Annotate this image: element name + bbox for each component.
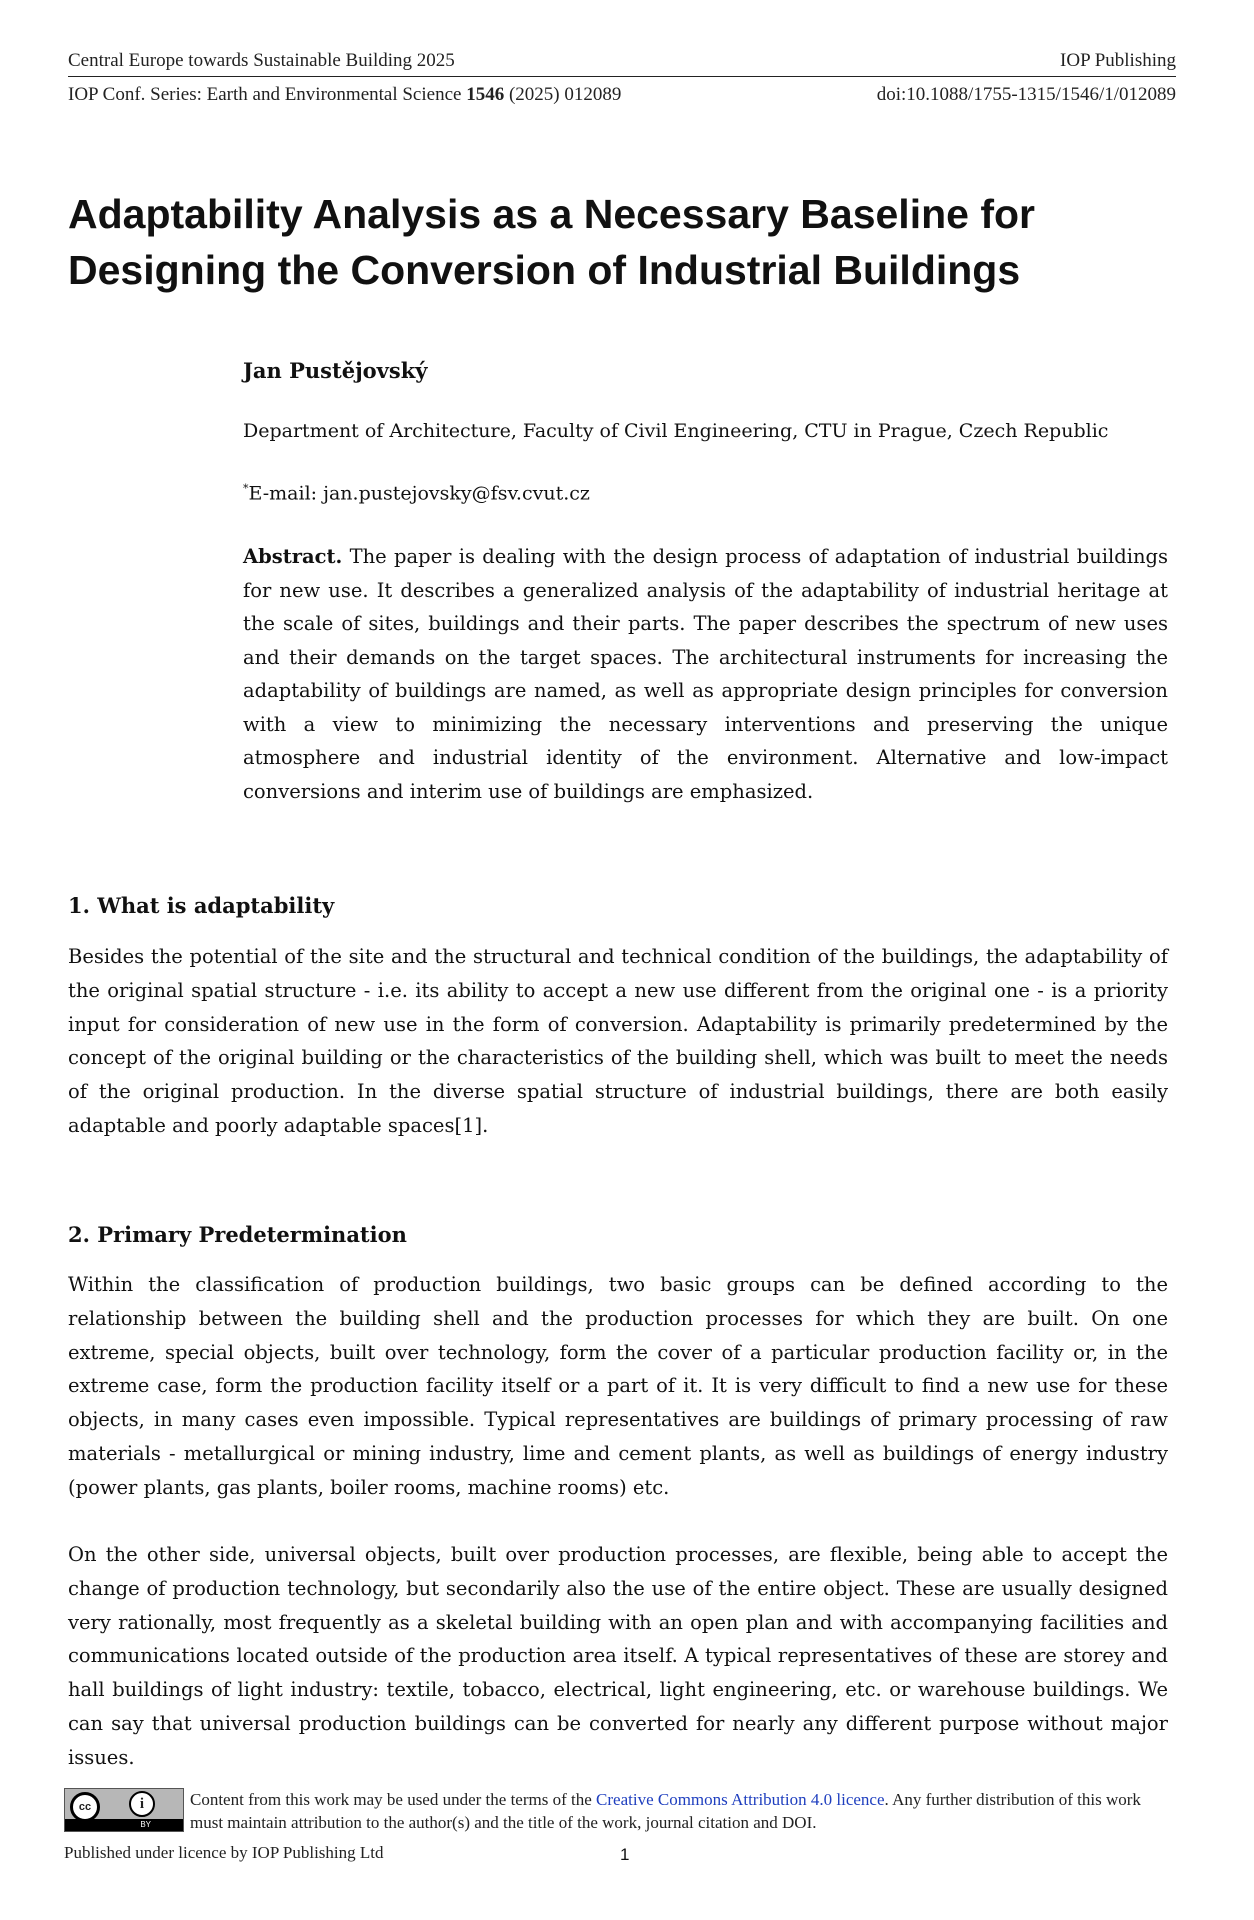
cc-icon: cc [70,1792,100,1822]
attribution-person-icon: i [129,1791,155,1817]
abstract-text: The paper is dealing with the design process of adaptation of industrial buildings for new use. It describes a generalized analysis of the adaptability of industrial heritage at the scale of sites, buildings and their parts. The paper describes the spectrum of new uses and their demands on the target spaces. The architectural instruments for increasing the adaptability of buildings are named, as well as appropriate design principles for conversion with a view to minimizing the necessary interventions and preserving the unique atmosphere and industrial identity of the environment. Alternative and low-impact conversions and interim use of buildings are emphasized. [243,545,1168,803]
cc-by-icon[interactable] [64,1788,184,1832]
license-text-after: . Any further distribution of this work must maintain attribution to the author(s) and the title of the work, journal citation and DOI. [190,1790,1141,1832]
badge-bar [65,1819,183,1831]
running-header [68,50,1176,77]
paper-title: Adaptability Analysis as a Necessary Baseline for Designing the Conversion of Industrial Buildings [68,191,1035,293]
abstract-label: Abstract. [243,545,343,568]
page-number: 1 [620,1845,630,1864]
license-text [190,1788,1176,1834]
author-name: Jan Pustějovský [243,358,428,383]
by-label: BY [140,1820,151,1829]
series-prefix: IOP Conf. Series: Earth and Environmental Science [68,84,467,105]
email-marker: * [243,482,249,495]
publisher-name: IOP Publishing [1060,50,1176,71]
license-text-before: Content from this work may be used under the terms of the [190,1790,597,1809]
citation-header [68,84,1176,106]
license-notice [64,1788,1176,1834]
conference-name: Central Europe towards Sustainable Building 2025 [68,50,455,71]
series-citation [68,84,621,106]
section-heading-2: 2. Primary Predetermination [68,1222,407,1247]
doi: doi:10.1088/1755-1315/1546/1/012089 [876,84,1176,105]
published-under-licence: Published under licence by IOP Publishing Ltd [64,1843,384,1862]
section-1-paragraph: Besides the potential of the site and the structural and technical condition of the buildings, the adaptability of the original spatial structure - i.e. its ability to accept a new use different from the original one - is a priority input for consideration of new use in the form of conversion. Adaptability is primarily predetermined by the concept of the original building or the characteristics of the building shell, which was built to meet the needs of the original production. In the diverse spatial structure of industrial buildings, there are both easily adaptable and poorly adaptable spaces[1]. [68,945,1168,1137]
section-heading-1: 1. What is adaptability [68,893,335,918]
series-suffix: (2025) 012089 [504,84,622,105]
email-text: E-mail: jan.pustejovsky@fsv.cvut.cz [248,482,590,505]
abstract [243,540,1168,808]
author-affiliation: Department of Architecture, Faculty of Civil Engineering, CTU in Prague, Czech Republic [243,420,1109,442]
volume-number: 1546 [466,84,505,105]
author-email [243,482,1183,504]
section-2-paragraph-1: Within the classification of production buildings, two basic groups can be defined according to the relationship between the building shell and the production processes for which they are built. On one extreme, special objects, built over technology, form the cover of a particular production facility or, in the extreme case, form the production facility itself or a part of it. It is very difficult to find a new use for these objects, in many cases even impossible. Typical representatives are buildings of primary processing of raw materials - metallurgical or mining industry, lime and cement plants, as well as buildings of energy industry (power plants, gas plants, boiler rooms, machine rooms) etc. [68,1273,1168,1499]
section-2-paragraph-2: On the other side, universal objects, built over production processes, are flexible, being able to accept the change of production technology, but secondarily also the use of the entire object. These are usually designed very rationally, most frequently as a skeletal building with an open plan and with accompanying facilities and communications located outside of the production area itself. A typical representatives of these are storey and hall buildings of light industry: textile, tobacco, electrical, light engineering, etc. or warehouse buildings. We can say that universal production buildings can be converted for nearly any different purpose without major issues. [68,1543,1168,1769]
cc-license-link[interactable]: Creative Commons Attribution 4.0 licence [596,1790,885,1809]
